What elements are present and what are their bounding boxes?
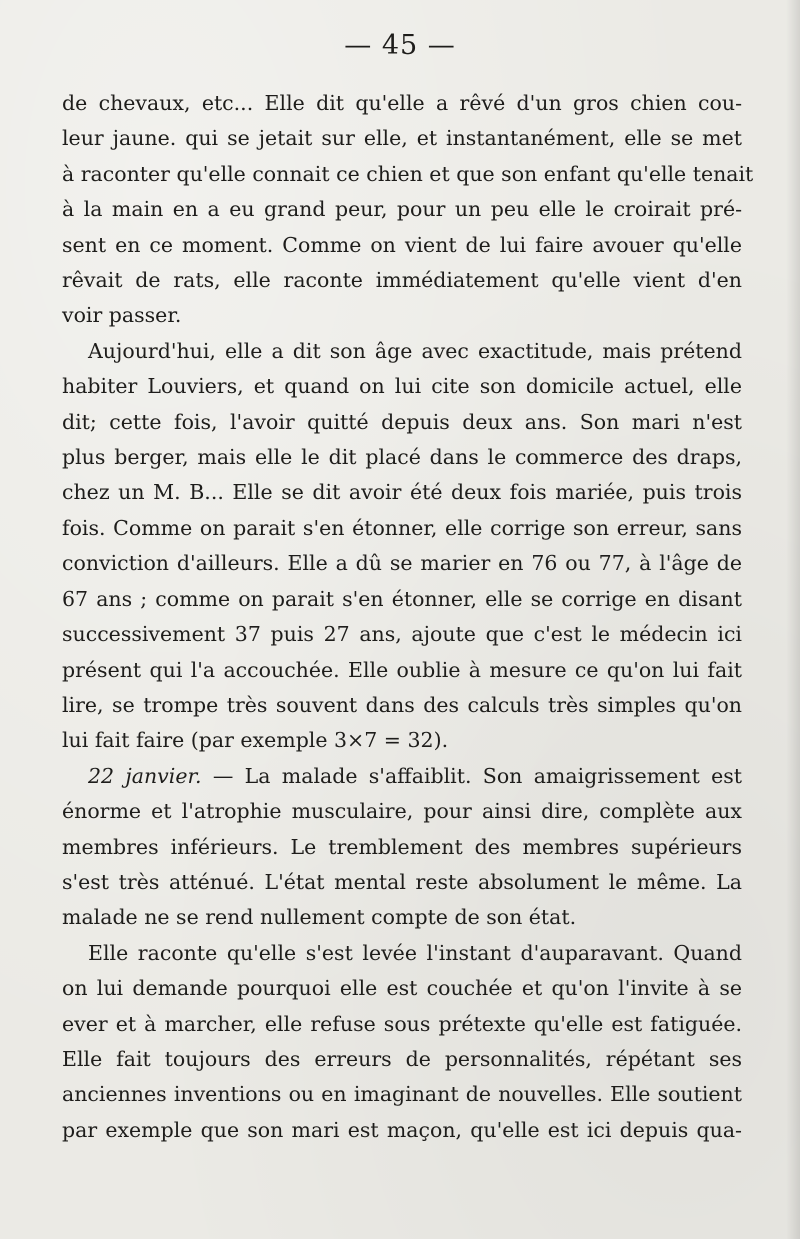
text-line: fois. Comme on parait s'en étonner, elle corrige son erreur, sans — [62, 515, 742, 540]
paragraph-2 — [62, 334, 742, 759]
text-line: anciennes inventions ou en imaginant de nouvelles. Elle soutient — [62, 1082, 742, 1107]
page-edge-shadow — [786, 0, 800, 1239]
text-line: rêvait de rats, elle raconte immédiatement qu'elle vient d'en — [62, 268, 742, 293]
text-line: on lui demande pourquoi elle est couchée et qu'on l'invite à se — [62, 976, 742, 1001]
text-line: leur jaune. qui se jetait sur elle, et instantanément, elle se met — [62, 126, 742, 151]
date-label: 22 janvier. — [88, 763, 202, 788]
text-line: membres inférieurs. Le tremblement des membres supérieurs — [62, 834, 742, 859]
text-line: successivement 37 puis 27 ans, ajoute que c'est le médecin ici — [62, 622, 742, 647]
text-line: par exemple que son mari est maçon, qu'elle est ici depuis qua- — [62, 1117, 742, 1142]
text-line: lire, se trompe très souvent dans des calculs très simples qu'on — [62, 692, 742, 717]
text-line: malade ne se rend nullement compte de son état. — [62, 905, 577, 930]
text-line: habiter Louviers, et quand on lui cite son domicile actuel, elle — [62, 374, 742, 399]
text-line: présent qui l'a accouchée. Elle oublie à mesure ce qu'on lui fait — [62, 657, 742, 682]
text-line: à raconter qu'elle connait ce chien et que son enfant qu'elle tenait — [62, 161, 754, 186]
text-line: lui fait faire (par exemple 3×7 = 32). — [62, 728, 449, 753]
text-line: énorme et l'atrophie musculaire, pour ainsi dire, complète aux — [62, 799, 742, 824]
text-line: Aujourd'hui, elle a dit son âge avec exactitude, mais prétend — [88, 338, 742, 363]
text-line: conviction d'ailleurs. Elle a dû se marier en 76 ou 77, à l'âge de — [62, 551, 742, 576]
page-number: — 45 — — [344, 30, 456, 61]
text-line: dit; cette fois, l'avoir quitté depuis deux ans. Son mari n'est — [62, 409, 742, 434]
paragraph-4 — [62, 936, 742, 1148]
text-line: Elle fait toujours des erreurs de personnalités, répétant ses — [62, 1046, 742, 1071]
text-line: à la main en a eu grand peur, pour un peu elle le croirait pré- — [62, 197, 742, 222]
text-line — [62, 759, 742, 794]
text-line: chez un M. B... Elle se dit avoir été deux fois mariée, puis trois — [62, 480, 742, 505]
text-line: s'est très atténué. L'état mental reste absolument le même. La — [62, 869, 742, 894]
text-line-rest: — La malade s'affaiblit. Son amaigrissement est — [201, 763, 743, 788]
text-line: sent en ce moment. Comme on vient de lui faire avouer qu'elle — [62, 232, 742, 257]
text-line: plus berger, mais elle le dit placé dans le commerce des draps, — [62, 445, 742, 470]
paragraph-3 — [62, 759, 742, 936]
text-line: voir passer. — [62, 303, 182, 328]
text-line: Elle raconte qu'elle s'est levée l'instant d'auparavant. Quand — [88, 940, 742, 965]
text-line: de chevaux, etc... Elle dit qu'elle a rêvé d'un gros chien cou- — [62, 91, 742, 115]
text-line: ever et à marcher, elle refuse sous prétexte qu'elle est fatiguée. — [62, 1011, 742, 1036]
body-text — [62, 86, 754, 1148]
paragraph-1 — [62, 86, 754, 334]
text-line: 67 ans ; comme on parait s'en étonner, elle se corrige en disant — [62, 586, 742, 611]
